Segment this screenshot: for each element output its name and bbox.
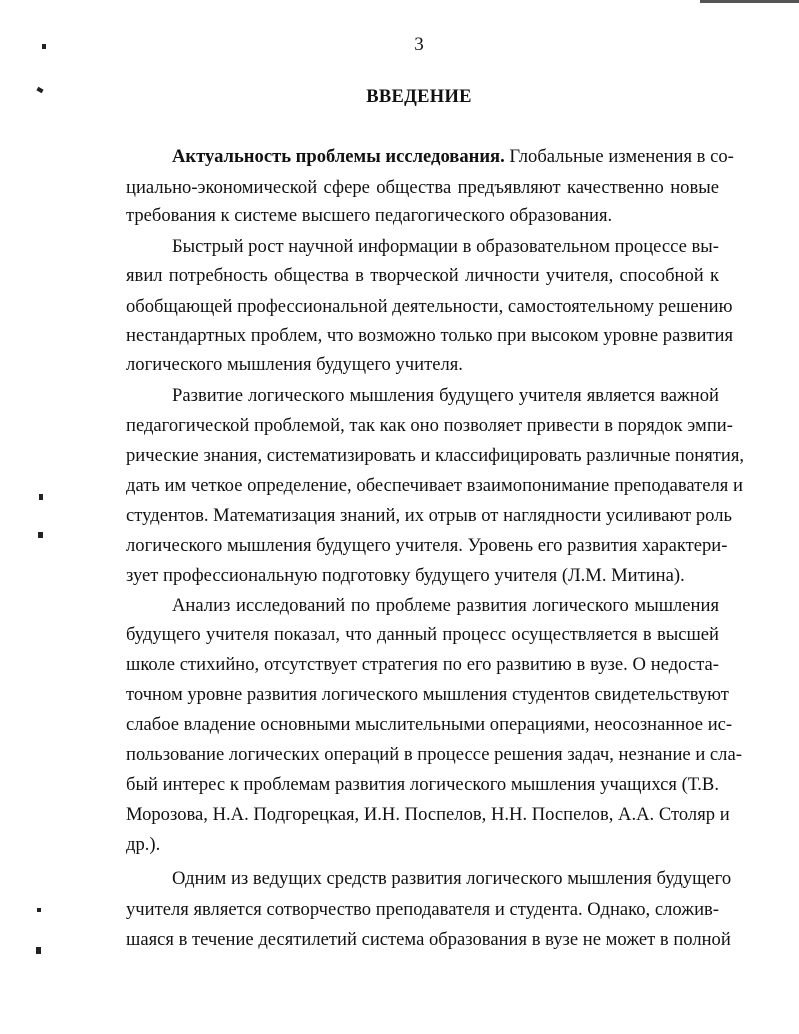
text-line: Морозова, Н.А. Подгорецкая, И.Н. Поспелов, Н.Н. Поспелов, А.А. Столяр и	[126, 804, 730, 825]
section-heading: ВВЕДЕНИЕ	[366, 87, 472, 107]
text-line: шаяся в течение десятилетий система образования в вузе не может в полной	[126, 929, 731, 950]
text-line: Анализ исследований по проблеме развития логического мышления	[172, 595, 719, 616]
scan-top-rule	[700, 0, 799, 3]
text-line-rest: Глобальные изменения в со-	[509, 146, 734, 167]
text-line: логического мышления будущего учителя. Уровень его развития характери-	[126, 535, 728, 556]
text-line: точном уровне развития логического мышления студентов свидетельствуют	[126, 684, 729, 705]
scan-mark	[36, 947, 41, 954]
text-line: бый интерес к проблемам развития логического мышления учащихся (Т.В.	[126, 774, 719, 795]
text-line: учителя является сотворчество преподавателя и студента. Однако, сложив-	[126, 899, 719, 920]
scan-mark	[38, 532, 43, 538]
text-line: будущего учителя показал, что данный процесс осуществляется в высшей	[126, 624, 719, 645]
text-line: рические знания, систематизировать и классифицировать различные понятия,	[126, 445, 745, 466]
text-line: студентов. Математизация знаний, их отрыв от наглядности усиливают роль	[126, 505, 732, 526]
text-line: школе стихийно, отсутствует стратегия по его развитию в вузе. О недоста-	[126, 654, 719, 675]
text-line: слабое владение основными мыслительными операциями, неосознанное ис-	[126, 714, 733, 735]
text-line: явил потребность общества в творческой личности учителя, способной к	[126, 265, 719, 286]
text-line: педагогической проблемой, так как оно позволяет привести в порядок эмпи-	[126, 415, 733, 436]
text-line: Одним из ведущих средств развития логического мышления будущего	[172, 868, 732, 889]
text-line: др.).	[126, 834, 161, 855]
text-line: Быстрый рост научной информации в образовательном процессе вы-	[172, 236, 719, 257]
text-line: обобщающей профессиональной деятельности, самостоятельному решению	[126, 296, 733, 317]
scan-mark	[37, 908, 41, 912]
text-line	[172, 146, 734, 168]
scan-mark	[39, 494, 43, 500]
text-line: дать им четкое определение, обеспечивает взаимопонимание преподавателя и	[126, 475, 743, 496]
text-line: циально-экономической сфере общества предъявляют качественно новые	[126, 177, 719, 198]
text-line: Развитие логического мышления будущего учителя является важной	[172, 385, 719, 406]
text-line: пользование логических операций в процессе решения задач, незнание и сла-	[126, 744, 742, 765]
text-line: зует профессиональную подготовку будущего учителя (Л.М. Митина).	[126, 565, 685, 586]
text-line: логического мышления будущего учителя.	[126, 354, 463, 375]
text-line: требования к системе высшего педагогического образования.	[126, 205, 613, 226]
bold-lead: Актуальность проблемы исследования.	[172, 146, 505, 167]
text-line: нестандартных проблем, что возможно только при высоком уровне развития	[126, 325, 734, 346]
page-number: 3	[414, 34, 424, 55]
